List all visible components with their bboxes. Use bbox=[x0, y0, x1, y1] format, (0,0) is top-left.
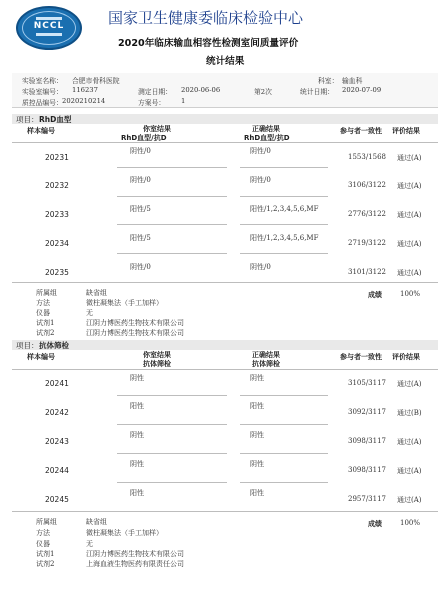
eval-result: 通过(A) bbox=[397, 496, 422, 504]
correct-result: 阴性/0 bbox=[250, 147, 271, 155]
instrument-value: 无 bbox=[86, 309, 93, 317]
row-divider bbox=[117, 424, 227, 425]
test-date-value: 2020-06-06 bbox=[181, 86, 221, 94]
col-correct-1: 正确结果 bbox=[252, 351, 280, 359]
row-divider bbox=[117, 453, 227, 454]
agreement-rate: 3106/3122 bbox=[348, 181, 386, 189]
batch-value: 2020210214 bbox=[62, 97, 106, 105]
method-label: 方法 bbox=[36, 299, 50, 307]
row-divider bbox=[117, 224, 227, 225]
score-label: 成绩 bbox=[368, 291, 382, 299]
round-value: 第2次 bbox=[254, 88, 272, 96]
eval-result: 通过(A) bbox=[397, 182, 422, 190]
eval-result: 通过(A) bbox=[397, 211, 422, 219]
reagent1-label: 试剂1 bbox=[36, 550, 55, 558]
col-eval: 评价结果 bbox=[392, 353, 420, 361]
correct-result: 阳性/1,2,3,4,5,6,MF bbox=[250, 234, 319, 242]
row-divider bbox=[240, 424, 328, 425]
eval-result: 通过(A) bbox=[397, 380, 422, 388]
row-divider bbox=[117, 253, 227, 254]
lab-code-value: 116237 bbox=[72, 86, 98, 94]
your-result: 阴性 bbox=[130, 374, 144, 382]
correct-result: 阳性/1,2,3,4,5,6,MF bbox=[250, 205, 319, 213]
col-yours-1: 你室结果 bbox=[143, 125, 171, 133]
correct-result: 阳性 bbox=[250, 489, 264, 497]
row-divider bbox=[117, 482, 227, 483]
correct-result: 阴性 bbox=[250, 431, 264, 439]
your-result: 阴性/0 bbox=[130, 147, 151, 155]
row-divider bbox=[240, 196, 328, 197]
header-divider bbox=[12, 369, 438, 370]
logo-mark: NCCL bbox=[33, 21, 65, 31]
page-subtitle: 2020年临床输血相容性检测室间质量评价 bbox=[118, 38, 299, 49]
group-label: 所属组 bbox=[36, 289, 57, 297]
agreement-rate: 3101/3122 bbox=[348, 268, 386, 276]
agreement-rate: 2957/3117 bbox=[348, 495, 386, 503]
item-label: 项目： bbox=[16, 115, 39, 124]
col-yours-1: 你室结果 bbox=[143, 351, 171, 359]
page-subtitle-2: 统计结果 bbox=[206, 56, 245, 67]
item-label: 项目： bbox=[16, 341, 39, 350]
sample-id: 20243 bbox=[45, 437, 69, 446]
your-result: 阴性/0 bbox=[130, 263, 151, 271]
your-result: 阳性/5 bbox=[130, 205, 151, 213]
agreement-rate: 3092/3117 bbox=[348, 408, 386, 416]
reagent1-label: 试剂1 bbox=[36, 319, 55, 327]
your-result: 阳性 bbox=[130, 402, 144, 410]
your-result: 阳性 bbox=[130, 489, 144, 497]
stat-date-label: 统计日期： bbox=[300, 88, 334, 96]
dept-value: 输血科 bbox=[342, 77, 363, 85]
reagent1-value: 江阴力博医药生物技术有限公司 bbox=[86, 550, 184, 558]
sample-id: 20232 bbox=[45, 181, 69, 190]
your-result: 阳性/5 bbox=[130, 234, 151, 242]
table-bottom-divider bbox=[12, 511, 438, 512]
dept-label: 科室： bbox=[318, 77, 339, 85]
reagent2-value: 上海血液生物医药有限责任公司 bbox=[86, 560, 184, 568]
eval-result: 通过(A) bbox=[397, 240, 422, 248]
sample-id: 20235 bbox=[45, 268, 69, 277]
agreement-rate: 1553/1568 bbox=[348, 153, 386, 161]
correct-result: 阴性/0 bbox=[250, 176, 271, 184]
item-name: RhD血型 bbox=[39, 115, 72, 124]
col-rate: 参与者一致性 bbox=[340, 127, 382, 135]
col-eval: 评价结果 bbox=[392, 127, 420, 135]
method-label: 方法 bbox=[36, 529, 50, 537]
eval-result: 通过(B) bbox=[397, 409, 422, 417]
reagent2-label: 试剂2 bbox=[36, 560, 55, 568]
eval-result: 通过(A) bbox=[397, 438, 422, 446]
row-divider bbox=[240, 224, 328, 225]
row-divider bbox=[240, 395, 328, 396]
row-divider bbox=[240, 167, 328, 168]
sample-id: 20244 bbox=[45, 466, 69, 475]
col-sample: 样本编号 bbox=[27, 127, 55, 135]
col-rate: 参与者一致性 bbox=[340, 353, 382, 361]
row-divider bbox=[117, 395, 227, 396]
stat-date-value: 2020-07-09 bbox=[342, 86, 382, 94]
col-correct-2: 抗体筛检 bbox=[252, 360, 280, 368]
header-divider bbox=[12, 142, 438, 143]
section-antibody-bar bbox=[12, 340, 438, 350]
col-sample: 样本编号 bbox=[27, 353, 55, 361]
agreement-rate: 2776/3122 bbox=[348, 210, 386, 218]
method-value: 微柱凝集法（手工加样） bbox=[86, 299, 163, 307]
correct-result: 阴性 bbox=[250, 374, 264, 382]
eval-result: 通过(A) bbox=[397, 154, 422, 162]
page-title: 国家卫生健康委临床检验中心 bbox=[108, 9, 304, 27]
your-result: 阴性 bbox=[130, 460, 144, 468]
sample-id: 20241 bbox=[45, 379, 69, 388]
row-divider bbox=[117, 167, 227, 168]
table-bottom-divider bbox=[12, 282, 438, 283]
score-value: 100% bbox=[400, 519, 421, 527]
agreement-rate: 3098/3117 bbox=[348, 466, 386, 474]
sample-id: 20245 bbox=[45, 495, 69, 504]
agreement-rate: 3105/3117 bbox=[348, 379, 386, 387]
row-divider bbox=[240, 453, 328, 454]
score-label: 成绩 bbox=[368, 520, 382, 528]
logo-bar-top bbox=[36, 17, 62, 20]
row-divider bbox=[240, 482, 328, 483]
group-value: 缺省组 bbox=[86, 289, 107, 297]
col-correct-2: RhD血型/抗D bbox=[244, 134, 290, 142]
sample-id: 20233 bbox=[45, 210, 69, 219]
plan-label: 方案号： bbox=[138, 99, 166, 107]
eval-result: 通过(A) bbox=[397, 467, 422, 475]
plan-value: 1 bbox=[181, 97, 186, 105]
agreement-rate: 2719/3122 bbox=[348, 239, 386, 247]
group-value: 缺省组 bbox=[86, 518, 107, 526]
lab-name-value: 合肥市骨科医院 bbox=[72, 77, 120, 85]
sample-id: 20234 bbox=[45, 239, 69, 248]
lab-code-label: 实验室编号： bbox=[22, 88, 63, 96]
reagent1-value: 江阴力博医药生物技术有限公司 bbox=[86, 319, 184, 327]
logo-bar-bottom bbox=[36, 33, 62, 36]
col-yours-2: 抗体筛检 bbox=[143, 360, 171, 368]
nccl-logo bbox=[16, 6, 82, 50]
lab-name-label: 实验室名称： bbox=[22, 77, 63, 85]
correct-result: 阳性 bbox=[250, 402, 264, 410]
method-value: 微柱凝集法（手工加样） bbox=[86, 529, 163, 537]
item-name: 抗体筛检 bbox=[39, 341, 69, 350]
sample-id: 20242 bbox=[45, 408, 69, 417]
sample-id: 20231 bbox=[45, 153, 69, 162]
instrument-label: 仪器 bbox=[36, 540, 50, 548]
group-label: 所属组 bbox=[36, 518, 57, 526]
agreement-rate: 3098/3117 bbox=[348, 437, 386, 445]
test-date-label: 测定日期： bbox=[138, 88, 172, 96]
eval-result: 通过(A) bbox=[397, 269, 422, 277]
section-rhd-bar bbox=[12, 114, 438, 124]
reagent2-value: 江阴力博医药生物技术有限公司 bbox=[86, 329, 184, 337]
your-result: 阴性 bbox=[130, 431, 144, 439]
correct-result: 阴性/0 bbox=[250, 263, 271, 271]
row-divider bbox=[117, 196, 227, 197]
batch-label: 质控品编号： bbox=[22, 99, 63, 107]
correct-result: 阴性 bbox=[250, 460, 264, 468]
instrument-value: 无 bbox=[86, 540, 93, 548]
col-yours-2: RhD血型/抗D bbox=[121, 134, 167, 142]
row-divider bbox=[240, 253, 328, 254]
your-result: 阴性/0 bbox=[130, 176, 151, 184]
reagent2-label: 试剂2 bbox=[36, 329, 55, 337]
instrument-label: 仪器 bbox=[36, 309, 50, 317]
col-correct-1: 正确结果 bbox=[252, 125, 280, 133]
score-value: 100% bbox=[400, 290, 421, 298]
